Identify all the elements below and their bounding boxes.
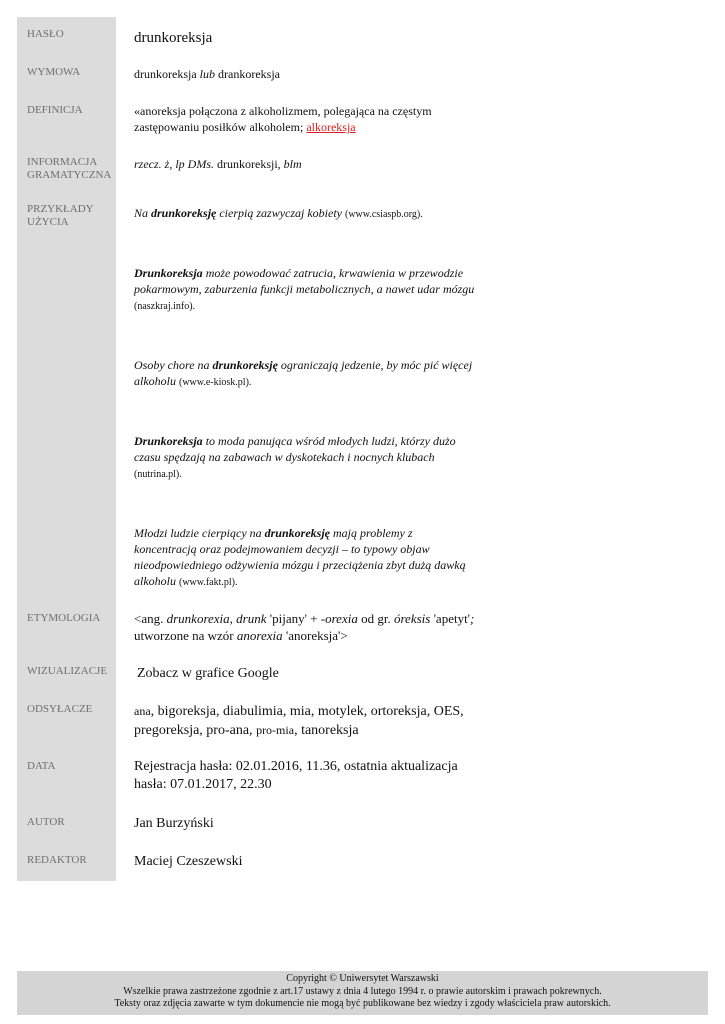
example-source: (www.csiaspb.org) <box>345 209 421 220</box>
example-5: Młodzi ludzie cierpiący na drunkoreksję mają problemy z koncentracją oraz podejmowaniem decyzji – to typowy objaw nieodpowiedniego odżywienia mózgu i przeciążenia zbyt dużą dawką alkoholu (www.fakt.pl). <box>134 526 466 588</box>
grammar-class: rzecz. ż, lp DMs. <box>134 157 214 171</box>
row-etymology <box>17 601 476 654</box>
etymology: <ang. drunkorexia, drunk 'pijany' + -orexia od gr. óreksis 'apetyt'; utworzone na wzór anorexia 'anoreksja'> <box>134 611 475 643</box>
example-source: (www.fakt.pl) <box>179 577 236 588</box>
grammar-number: blm <box>283 157 302 171</box>
label-grammar: INFORMACJA GRAMATYCZNA <box>17 145 116 192</box>
label-etymology: ETYMOLOGIA <box>17 601 116 654</box>
pron-form-2: drankoreksja <box>218 67 280 81</box>
pronunciation <box>116 55 476 93</box>
row-date <box>17 749 476 805</box>
footer-notice: Teksty oraz zdjęcia zawarte w tym dokumencie nie mogą być publikowane bez wiedzy i zgody właściciela praw autorskich. <box>114 998 611 1009</box>
label-visualizations: WIZUALIZACJE <box>17 654 116 692</box>
definition-text: «anoreksja połączona z alkoholizmem, polegająca na częstym zastępowaniu posiłków alkoholem; <box>134 104 432 134</box>
copyright-footer <box>17 971 708 1015</box>
row-definition <box>17 93 476 145</box>
ref-tanoreksja[interactable]: , tanoreksja <box>294 723 359 738</box>
row-references <box>17 692 476 749</box>
google-images-link[interactable]: Zobacz w grafice Google <box>137 666 279 681</box>
grammar-info <box>116 145 476 192</box>
pron-form-1: drunkoreksja <box>134 67 197 81</box>
pron-or: lub <box>199 67 215 81</box>
grammar-form: drunkoreksji, <box>214 157 284 171</box>
label-author: AUTOR <box>17 805 116 843</box>
ref-pro-mia[interactable]: pro-mia <box>256 723 295 737</box>
ref-list[interactable]: , bigoreksja, diabulimia, mia, motylek, ortoreksja, OES, pregoreksja, pro-ana, <box>134 704 464 738</box>
row-headword <box>17 17 476 55</box>
label-definition: DEFINICJA <box>17 93 116 145</box>
examples <box>116 192 476 601</box>
example-3: Osoby chore na drunkoreksję ograniczają jedzenie, by móc pić więcej alkoholu (www.e-kiosk.pl). <box>134 358 473 388</box>
footer-rights: Wszelkie prawa zastrzeżone zgodnie z art.17 ustawy z dnia 4 lutego 1994 r. o prawie autorskim i prawach pokrewnych. <box>123 985 602 997</box>
example-1: Na drunkoreksję cierpią zazwyczaj kobiety (www.csiaspb.org). <box>134 206 423 220</box>
example-4: Drunkoreksja to moda panująca wśród młodych ludzi, którzy dużo czasu spędzają na zabawach w dyskotekach i nocnych klubach (nutrina.pl). <box>134 434 456 480</box>
example-source: (www.e-kiosk.pl) <box>179 377 249 388</box>
label-examples: PRZYKŁADY UŻYCIA <box>17 192 116 601</box>
label-date: DATA <box>17 749 116 805</box>
headword: drunkoreksja <box>134 30 213 46</box>
label-headword: HASŁO <box>17 17 116 55</box>
row-pronunciation <box>17 55 476 93</box>
editor: Maciej Czeszewski <box>134 854 243 869</box>
example-2: Drunkoreksja może powodować zatrucia, krwawienia w przewodzie pokarmowym, zaburzenia funkcji metabolicznych, a nawet udar mózgu (naszkraj.info). <box>134 266 475 312</box>
row-author <box>17 805 476 843</box>
ref-ana[interactable]: ana <box>134 704 151 718</box>
row-visualizations <box>17 654 476 692</box>
row-editor <box>17 843 476 881</box>
example-source: (nutrina.pl) <box>134 469 180 480</box>
definition <box>116 93 476 145</box>
date: Rejestracja hasła: 02.01.2016, 11.36, ostatnia aktualizacja hasła: 07.01.2017, 22.30 <box>134 759 458 792</box>
label-pronunciation: WYMOWA <box>17 55 116 93</box>
label-references: ODSYŁACZE <box>17 692 116 749</box>
example-source: (naszkraj.info) <box>134 301 193 312</box>
references <box>116 692 476 749</box>
author: Jan Burzyński <box>134 816 214 831</box>
footer-copyright: Copyright © Uniwersytet Warszawski <box>286 973 439 984</box>
dictionary-entry <box>17 17 476 881</box>
label-editor: REDAKTOR <box>17 843 116 881</box>
row-grammar <box>17 145 476 192</box>
definition-crossref-link[interactable]: alkoreksja <box>306 120 356 134</box>
row-examples <box>17 192 476 601</box>
